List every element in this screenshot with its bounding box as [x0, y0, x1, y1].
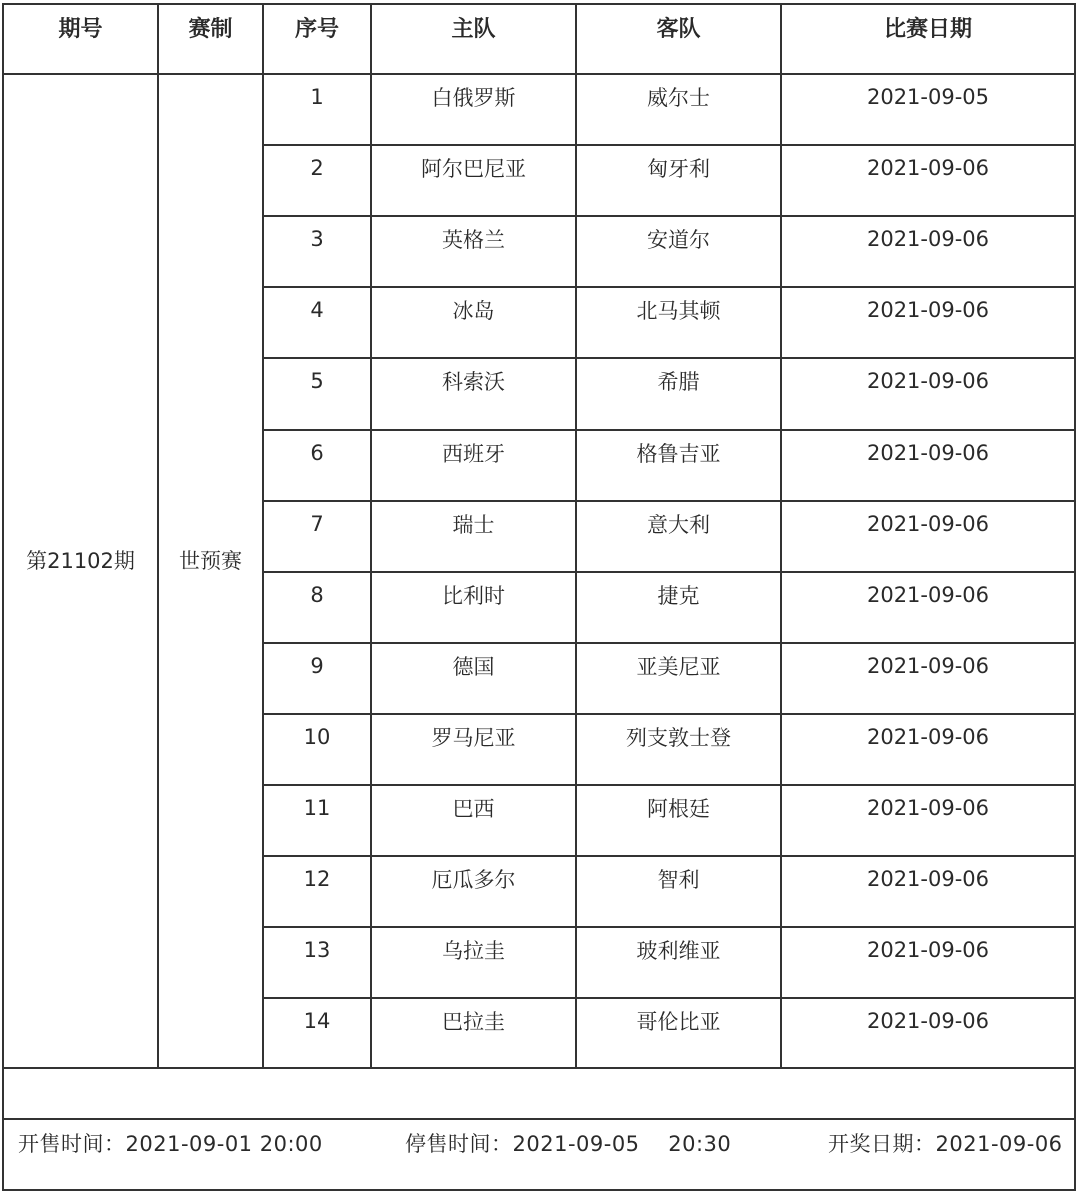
row-home-team: 英格兰: [442, 228, 505, 253]
row-match-date: 2021-09-06: [866, 653, 990, 678]
row-away-team: 意大利: [647, 512, 710, 537]
row-match-date: 2021-09-06: [866, 724, 990, 749]
row-match-date: 2021-09-06: [866, 227, 990, 252]
row-seq: 1: [310, 85, 324, 109]
row-divider: [264, 144, 1076, 146]
header-away: 客队: [656, 17, 701, 42]
header-format: 赛制: [188, 17, 233, 42]
row-home-team: 白俄罗斯: [431, 86, 516, 110]
row-away-team: 阿根廷: [647, 797, 710, 821]
row-seq: 14: [303, 1009, 331, 1034]
row-home-team: 德国: [452, 654, 495, 679]
row-away-team: 哥伦比亚: [636, 1010, 721, 1035]
row-divider: [264, 215, 1076, 217]
row-divider: [264, 926, 1076, 928]
row-match-date: 2021-09-06: [866, 582, 990, 607]
row-away-team: 格鲁吉亚: [636, 441, 721, 466]
format-value: 世预赛: [179, 549, 242, 573]
header-bottom-rule: [2, 73, 1076, 75]
row-away-team: 玻利维亚: [636, 939, 721, 964]
row-divider: [264, 642, 1076, 644]
row-match-date: 2021-09-06: [866, 440, 990, 465]
row-home-team: 科索沃: [442, 370, 505, 395]
row-match-date: 2021-09-06: [866, 938, 990, 963]
row-home-team: 厄瓜多尔: [431, 868, 516, 893]
row-seq: 8: [310, 582, 324, 607]
row-divider: [264, 429, 1076, 431]
row-away-team: 捷克: [657, 583, 700, 608]
row-seq: 10: [303, 724, 331, 749]
row-seq: 5: [310, 369, 324, 394]
row-away-team: 匈牙利: [647, 157, 710, 182]
draw-date: 开奖日期：2021-09-06: [828, 1132, 1063, 1156]
row-seq: 12: [303, 867, 331, 892]
row-seq: 11: [303, 796, 331, 820]
row-seq: 13: [303, 938, 331, 963]
row-home-team: 巴拉圭: [442, 1010, 505, 1035]
issue-value: 第21102期: [26, 549, 135, 573]
row-divider: [264, 571, 1076, 573]
row-away-team: 威尔士: [647, 86, 710, 110]
row-seq: 9: [310, 653, 324, 678]
row-match-date: 2021-09-05: [866, 85, 990, 109]
header-issue: 期号: [58, 17, 103, 42]
row-divider: [264, 357, 1076, 359]
row-away-team: 安道尔: [647, 228, 710, 253]
col-divider: [157, 3, 159, 1069]
row-home-team: 阿尔巴尼亚: [421, 157, 526, 182]
row-divider: [264, 713, 1076, 715]
table-bottom-rule: [2, 1067, 1076, 1069]
row-match-date: 2021-09-06: [866, 1009, 990, 1034]
row-home-team: 乌拉圭: [442, 939, 505, 964]
sale-stop-time: 停售时间：2021-09-05 20:30: [405, 1132, 732, 1156]
row-seq: 2: [310, 156, 324, 181]
row-away-team: 北马其顿: [636, 299, 721, 324]
row-seq: 6: [310, 440, 324, 465]
row-divider: [264, 784, 1076, 786]
row-seq: 4: [310, 298, 324, 323]
row-away-team: 智利: [657, 868, 700, 893]
row-seq: 7: [310, 511, 324, 536]
sale-start-time: 开售时间：2021-09-01 20:00: [18, 1132, 323, 1156]
row-divider: [264, 997, 1076, 999]
row-away-team: 亚美尼亚: [636, 654, 721, 679]
row-away-team: 希腊: [657, 370, 700, 395]
row-home-team: 瑞士: [452, 512, 495, 537]
row-divider: [264, 855, 1076, 857]
row-match-date: 2021-09-06: [866, 867, 990, 892]
row-match-date: 2021-09-06: [866, 511, 990, 536]
row-seq: 3: [310, 227, 324, 252]
row-match-date: 2021-09-06: [866, 156, 990, 181]
row-away-team: 列支敦士登: [626, 725, 731, 750]
header-date: 比赛日期: [883, 17, 972, 42]
row-match-date: 2021-09-06: [866, 796, 990, 820]
row-home-team: 西班牙: [442, 441, 505, 466]
header-seq: 序号: [294, 17, 339, 42]
row-divider: [264, 500, 1076, 502]
row-match-date: 2021-09-06: [866, 298, 990, 323]
header-home: 主队: [451, 17, 496, 42]
row-home-team: 冰岛: [452, 299, 495, 324]
row-home-team: 比利时: [442, 583, 505, 608]
row-match-date: 2021-09-06: [866, 369, 990, 394]
row-divider: [264, 286, 1076, 288]
row-home-team: 罗马尼亚: [431, 725, 516, 750]
row-home-team: 巴西: [452, 797, 495, 821]
footer-top-rule: [2, 1118, 1076, 1120]
